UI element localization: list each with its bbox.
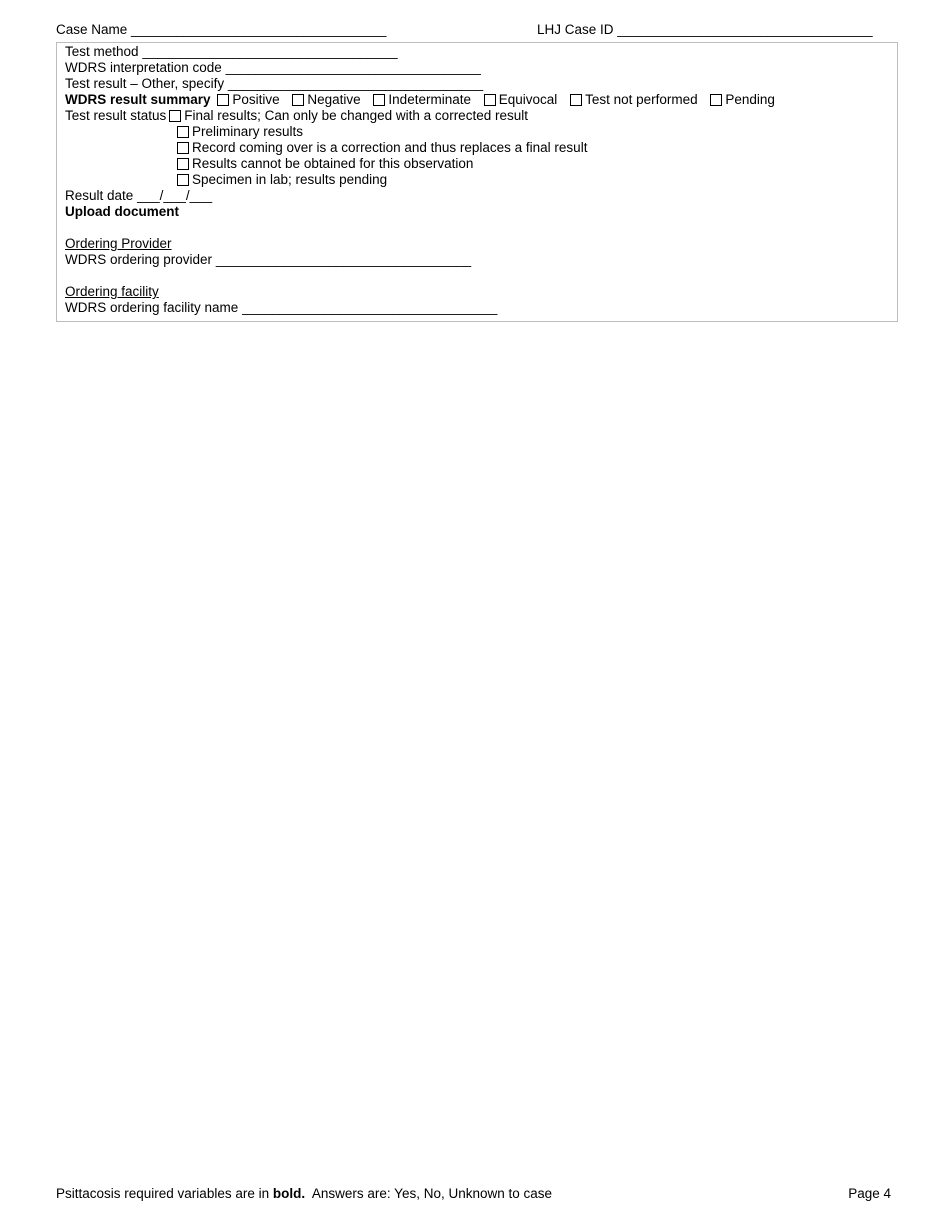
test-method-input[interactable]: __________________________________ [142, 44, 398, 59]
test-result-status-row [65, 108, 528, 124]
test-result-other-input[interactable]: __________________________________ [227, 76, 484, 91]
checkbox-icon[interactable] [484, 94, 496, 106]
result-summary-row [65, 92, 781, 108]
lhj-case-id-label: LHJ Case ID [537, 22, 614, 37]
status-option-cannot-obtain[interactable]: Results cannot be obtained for this observation [174, 156, 473, 172]
ordering-provider-label: WDRS ordering provider [65, 252, 213, 267]
result-summary-option-positive[interactable]: Positive [214, 92, 279, 107]
status-option-preliminary[interactable]: Preliminary results [174, 124, 303, 140]
test-method-row [65, 44, 398, 60]
checkbox-icon[interactable] [710, 94, 722, 106]
ordering-provider-input[interactable]: __________________________________ [215, 252, 472, 267]
checkbox-icon[interactable] [177, 142, 189, 154]
result-summary-option-not-performed[interactable]: Test not performed [567, 92, 698, 107]
ordering-facility-heading: Ordering facility [65, 284, 159, 299]
footer-note-prefix: Psittacosis required variables are in [56, 1186, 270, 1201]
interpretation-code-input[interactable]: __________________________________ [225, 60, 481, 75]
ordering-provider-heading: Ordering Provider [65, 236, 172, 251]
checkbox-icon[interactable] [217, 94, 229, 106]
result-summary-label: WDRS result summary [65, 92, 211, 107]
checkbox-icon[interactable] [169, 110, 181, 122]
result-summary-option-negative[interactable]: Negative [289, 92, 360, 107]
checkbox-icon[interactable] [570, 94, 582, 106]
ordering-provider-row [65, 252, 471, 268]
lab-test-section [56, 42, 898, 322]
test-result-other-label: Test result – Other, specify [65, 76, 225, 91]
interpretation-code-label: WDRS interpretation code [65, 60, 222, 75]
case-name-input[interactable]: __________________________________ [131, 22, 387, 37]
checkbox-icon[interactable] [177, 126, 189, 138]
test-result-other-row [65, 76, 483, 92]
ordering-facility-input[interactable]: __________________________________ [242, 300, 498, 315]
result-summary-option-pending[interactable]: Pending [707, 92, 775, 107]
case-name-label: Case Name [56, 22, 128, 37]
status-option-correction[interactable]: Record coming over is a correction and thus replaces a final result [174, 140, 587, 156]
interpretation-code-row [65, 60, 481, 76]
result-summary-option-indeterminate[interactable]: Indeterminate [370, 92, 471, 107]
ordering-facility-row [65, 300, 497, 316]
result-summary-option-equivocal[interactable]: Equivocal [481, 92, 558, 107]
footer-note-suffix: Answers are: Yes, No, Unknown to case [311, 1186, 553, 1201]
page-number: Page 4 [848, 1186, 891, 1201]
test-result-status-label: Test result status [65, 108, 167, 123]
upload-document-label[interactable]: Upload document [65, 204, 179, 219]
case-name-field [56, 22, 386, 38]
lhj-case-id-field [537, 22, 873, 38]
checkbox-icon[interactable] [373, 94, 385, 106]
checkbox-icon[interactable] [177, 158, 189, 170]
test-method-label: Test method [65, 44, 139, 59]
footer-note-bold: bold. [272, 1186, 306, 1201]
checkbox-icon[interactable] [292, 94, 304, 106]
checkbox-icon[interactable] [177, 174, 189, 186]
status-option-pending[interactable]: Specimen in lab; results pending [174, 172, 387, 188]
lhj-case-id-input[interactable]: __________________________________ [617, 22, 873, 37]
result-date-input[interactable]: ___/___/___ [137, 188, 213, 203]
footer-note [56, 1186, 552, 1202]
result-date-label: Result date [65, 188, 134, 203]
status-option-final[interactable]: Final results; Can only be changed with a corrected result [166, 108, 528, 123]
ordering-facility-label: WDRS ordering facility name [65, 300, 239, 315]
result-date-row [65, 188, 212, 204]
